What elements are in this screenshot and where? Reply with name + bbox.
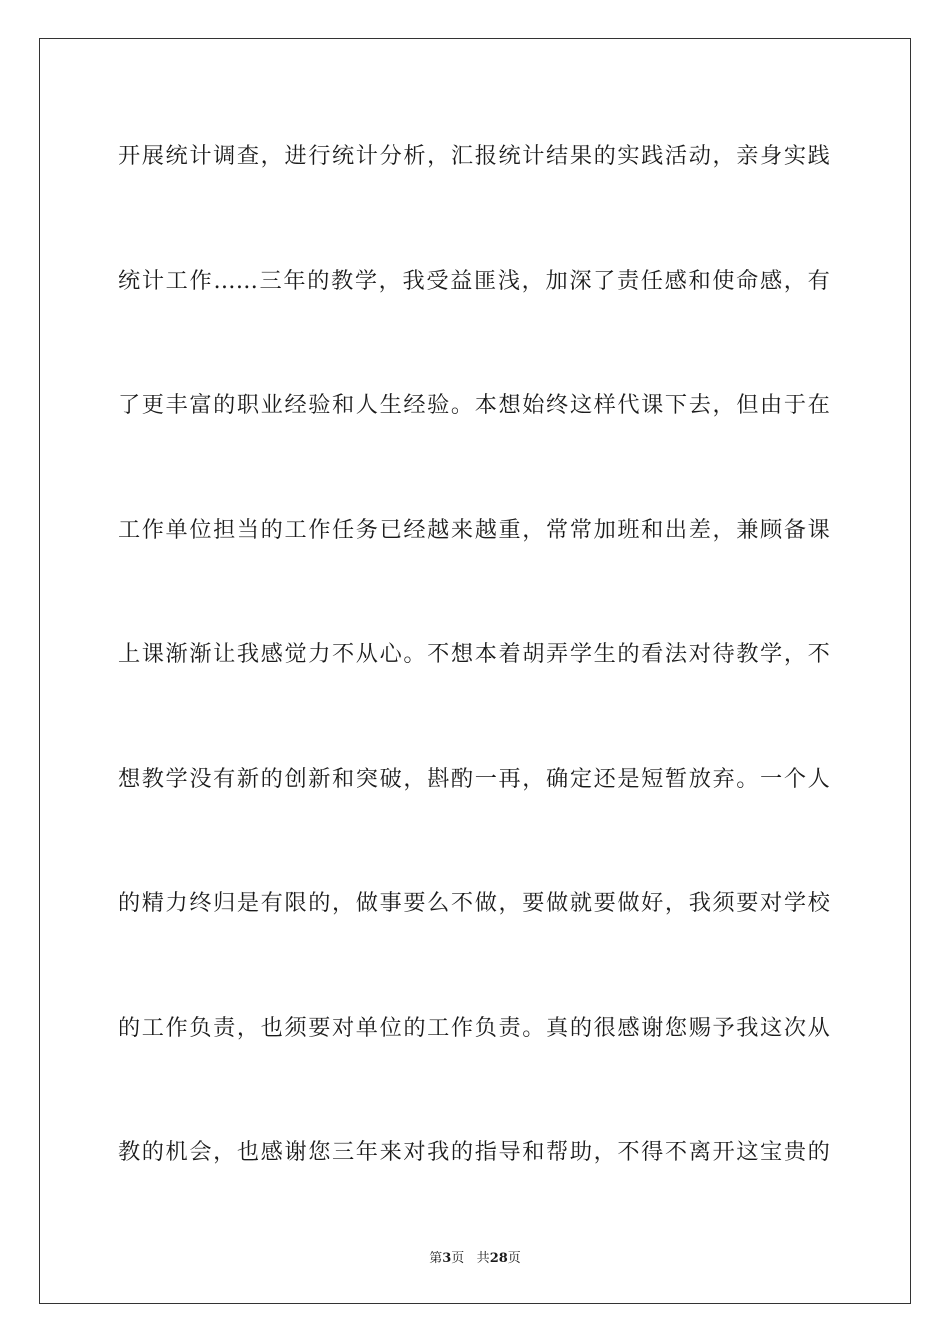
text-line-9: 教的机会，也感谢您三年来对我的指导和帮助，不得不离开这宝贵的 — [118, 1139, 830, 1165]
text-line-2: 统计工作……三年的教学，我受益匪浅，加深了责任感和使命感，有 — [118, 267, 830, 294]
text-line-6: 想教学没有新的创新和突破，斟酌一再，确定还是短暂放弃。一个人 — [118, 765, 830, 792]
document-body — [118, 131, 830, 1252]
footer-total-prefix: 共 — [476, 1251, 490, 1266]
text-line-1: 开展统计调查，进行统计分析，汇报统计结果的实践活动，亲身实践 — [118, 143, 830, 169]
text-line-5: 上课渐渐让我感觉力不从心。不想本着胡弄学生的看法对待教学，不 — [118, 641, 830, 667]
footer-total-suffix: 页 — [507, 1251, 521, 1266]
footer-page-number: 3 — [442, 1251, 452, 1266]
footer-total-pages: 28 — [489, 1251, 508, 1266]
footer-gap — [464, 1251, 476, 1266]
text-line-7: 的精力终归是有限的，做事要么不做，要做就要做好，我须要对学校 — [118, 890, 830, 916]
footer-page-suffix: 页 — [451, 1251, 465, 1266]
text-line-3: 了更丰富的职业经验和人生经验。本想始终这样代课下去，但由于在 — [118, 392, 830, 418]
page-footer — [0, 1247, 950, 1266]
footer-page-prefix: 第 — [429, 1251, 443, 1266]
text-line-8: 的工作负责，也须要对单位的工作负责。真的很感谢您赐予我这次从 — [118, 1014, 830, 1041]
text-line-4: 工作单位担当的工作任务已经越来越重，常常加班和出差，兼顾备课 — [118, 516, 830, 543]
